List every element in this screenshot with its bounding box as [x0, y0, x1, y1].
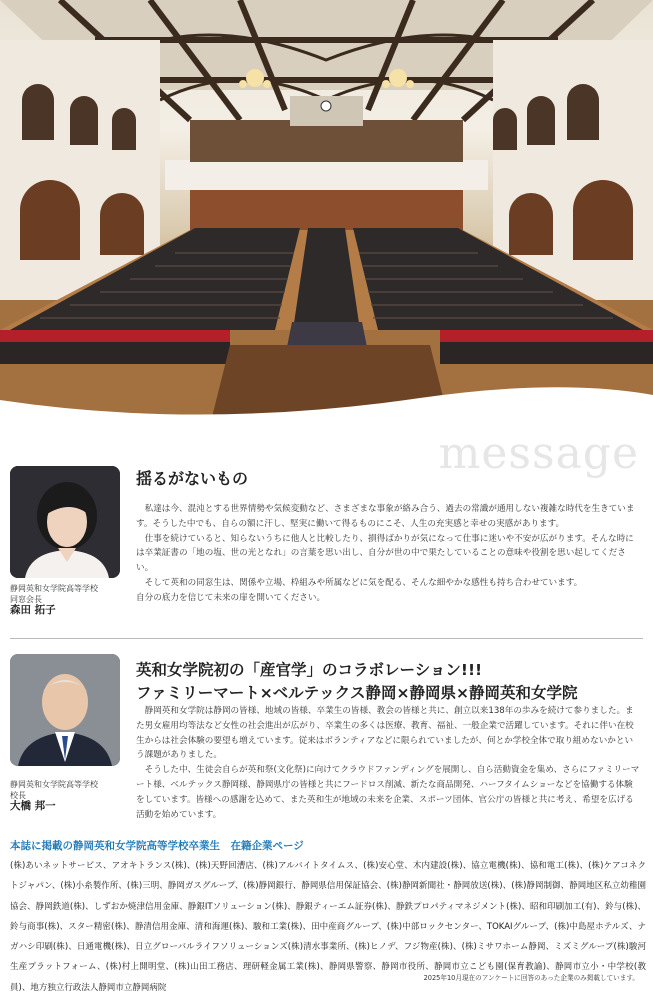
section1-paragraph: 私達は今、混沌とする世界情勢や気候変動など、さまざまな事象が絡み合う、過去の常識が通用しない複雑な時代を生きています。そうした中でも、自らの額に汗し、堅実に働いて得るものにこそ、人生の充実感と幸せの実感があります。: [136, 504, 635, 529]
person-school: 静岡英和女学院高等学校: [10, 780, 98, 789]
section2-title-line2: ファミリーマート×ベルテックス静岡×静岡県×静岡英和女学院: [136, 684, 578, 702]
person-name: 森田 拓子: [10, 604, 56, 616]
person-school: 静岡英和女学院高等学校: [10, 584, 98, 593]
message-watermark: message: [438, 428, 639, 479]
section2-title-line1: 英和女学院初の「産官学」のコラボレーション!!!: [136, 661, 483, 679]
person-role: 校長: [10, 791, 26, 800]
section1-paragraph: 仕事を続けていると、知らないうちに他人と比較したり、損得ばかりが気になって仕事に迷いや不安が広がります。そんな時には卒業証書の「地の塩、世の光となれ」の言葉を思い出し、自分が世の中で果たしていることの意味や役割を思い起してください。: [136, 533, 634, 574]
person-name: 大橋 邦一: [10, 800, 56, 812]
avatar-alumni-president: [10, 466, 120, 578]
section1-body: [136, 502, 641, 606]
chapel-photo: [0, 0, 653, 425]
section2-body: [136, 704, 641, 822]
section1-paragraph: 自分の底力を信じて未来の扉を開いてください。: [136, 592, 326, 603]
section2-paragraph: そうした中、生徒会自らが英和祭(文化祭)に向けてクラウドファンディングを展開し、自ら活動資金を集め、さらにファミリーマート様、ベルテックス静岡様、静岡県庁の皆様と共にフードロス削減、新たな商品開発、ハーフタイムショーなどを協働する体験をしています。皆様への感謝を込めて、また英和生が地域の未来を企業、スポーツ団体、官公庁の皆様と共に考え、希望を広げる活動を始めています。: [136, 765, 640, 820]
section1-title: 揺るがないもの: [136, 469, 249, 488]
person-caption-1: [10, 583, 98, 616]
section2-paragraph: 静岡英和女学院は静岡の皆様、地域の皆様、卒業生の皆様、教会の皆様と共に、創立以来138年の歩みを続けて参りました。また男女雇用均等法など女性の社会進出が広がり、卒業生の多くは医療、教育、福祉、一般企業で活躍しています。それに伴い在校生からは社会体験の要望も増えています。従来はボランティアなどに限られていましたが、何とか学校全体で取り組めないかという課題がありました。: [136, 706, 634, 761]
companies-footnote: 2025年10月現在のアンケートに回答のあった企業のみ掲載しています。: [423, 974, 639, 982]
person-caption-2: [10, 779, 98, 812]
companies-list: (株)あいネットサービス、アオキトランス(株)、(株)天野回漕店、(株)アルバイトタイムス、(株)安心堂、木内建設(株)、協立電機(株)、協和電工(株)、(株)ケアコネクトジャパン、(株)小糸製作所、(株)三明、静岡ガスグループ、(株)静岡銀行、静岡県信用保証協会、(株)静岡新聞社・静岡放送(株)、(株)静岡制御、静岡地区私立幼稚園協会、静岡鉄道(株)、しずおか焼津信用金庫、静銀ITソリューション(株)、静銀ティーエム証券(株)、静鉄プロパティマネジメント(株)、昭和印刷加工(有)、鈴与(株)、鈴与商事(株)、スター精密(株)、静清信用金庫、清和海運(株)、駿和工業(株)、田中産商グループ、(株)中部ロックセンター、TOKAIグループ、(株)中島屋ホテルズ、ナガハシ印刷(株)、日通電機(株)、日立グローバルライフソリューションズ(株)清水事業所、(株)ヒノデ、フジ物産(株)、(株)ミサワホーム静岡、ミズミグループ(株)駿河生産プラットフォーム、(株)村上開明堂、(株)山田工務店、理研軽金属工業(株)、静岡県警察、静岡市役所、静岡市立こども園(保育教諭)、静岡市立小・中学校(教員)、地方独立行政法人静岡市立静岡病院: [10, 861, 646, 993]
person-role: 同窓会長: [10, 595, 42, 604]
avatar-principal: [10, 654, 120, 766]
section1-paragraph: そして英和の同窓生は、関係や立場、枠組みや所属などに気を配る、そんな細やかな感性も持ち合わせています。: [144, 577, 583, 588]
section-divider: [10, 638, 643, 639]
companies-title: 本誌に掲載の静岡英和女学院高等学校卒業生 在籍企業ページ: [10, 840, 304, 852]
